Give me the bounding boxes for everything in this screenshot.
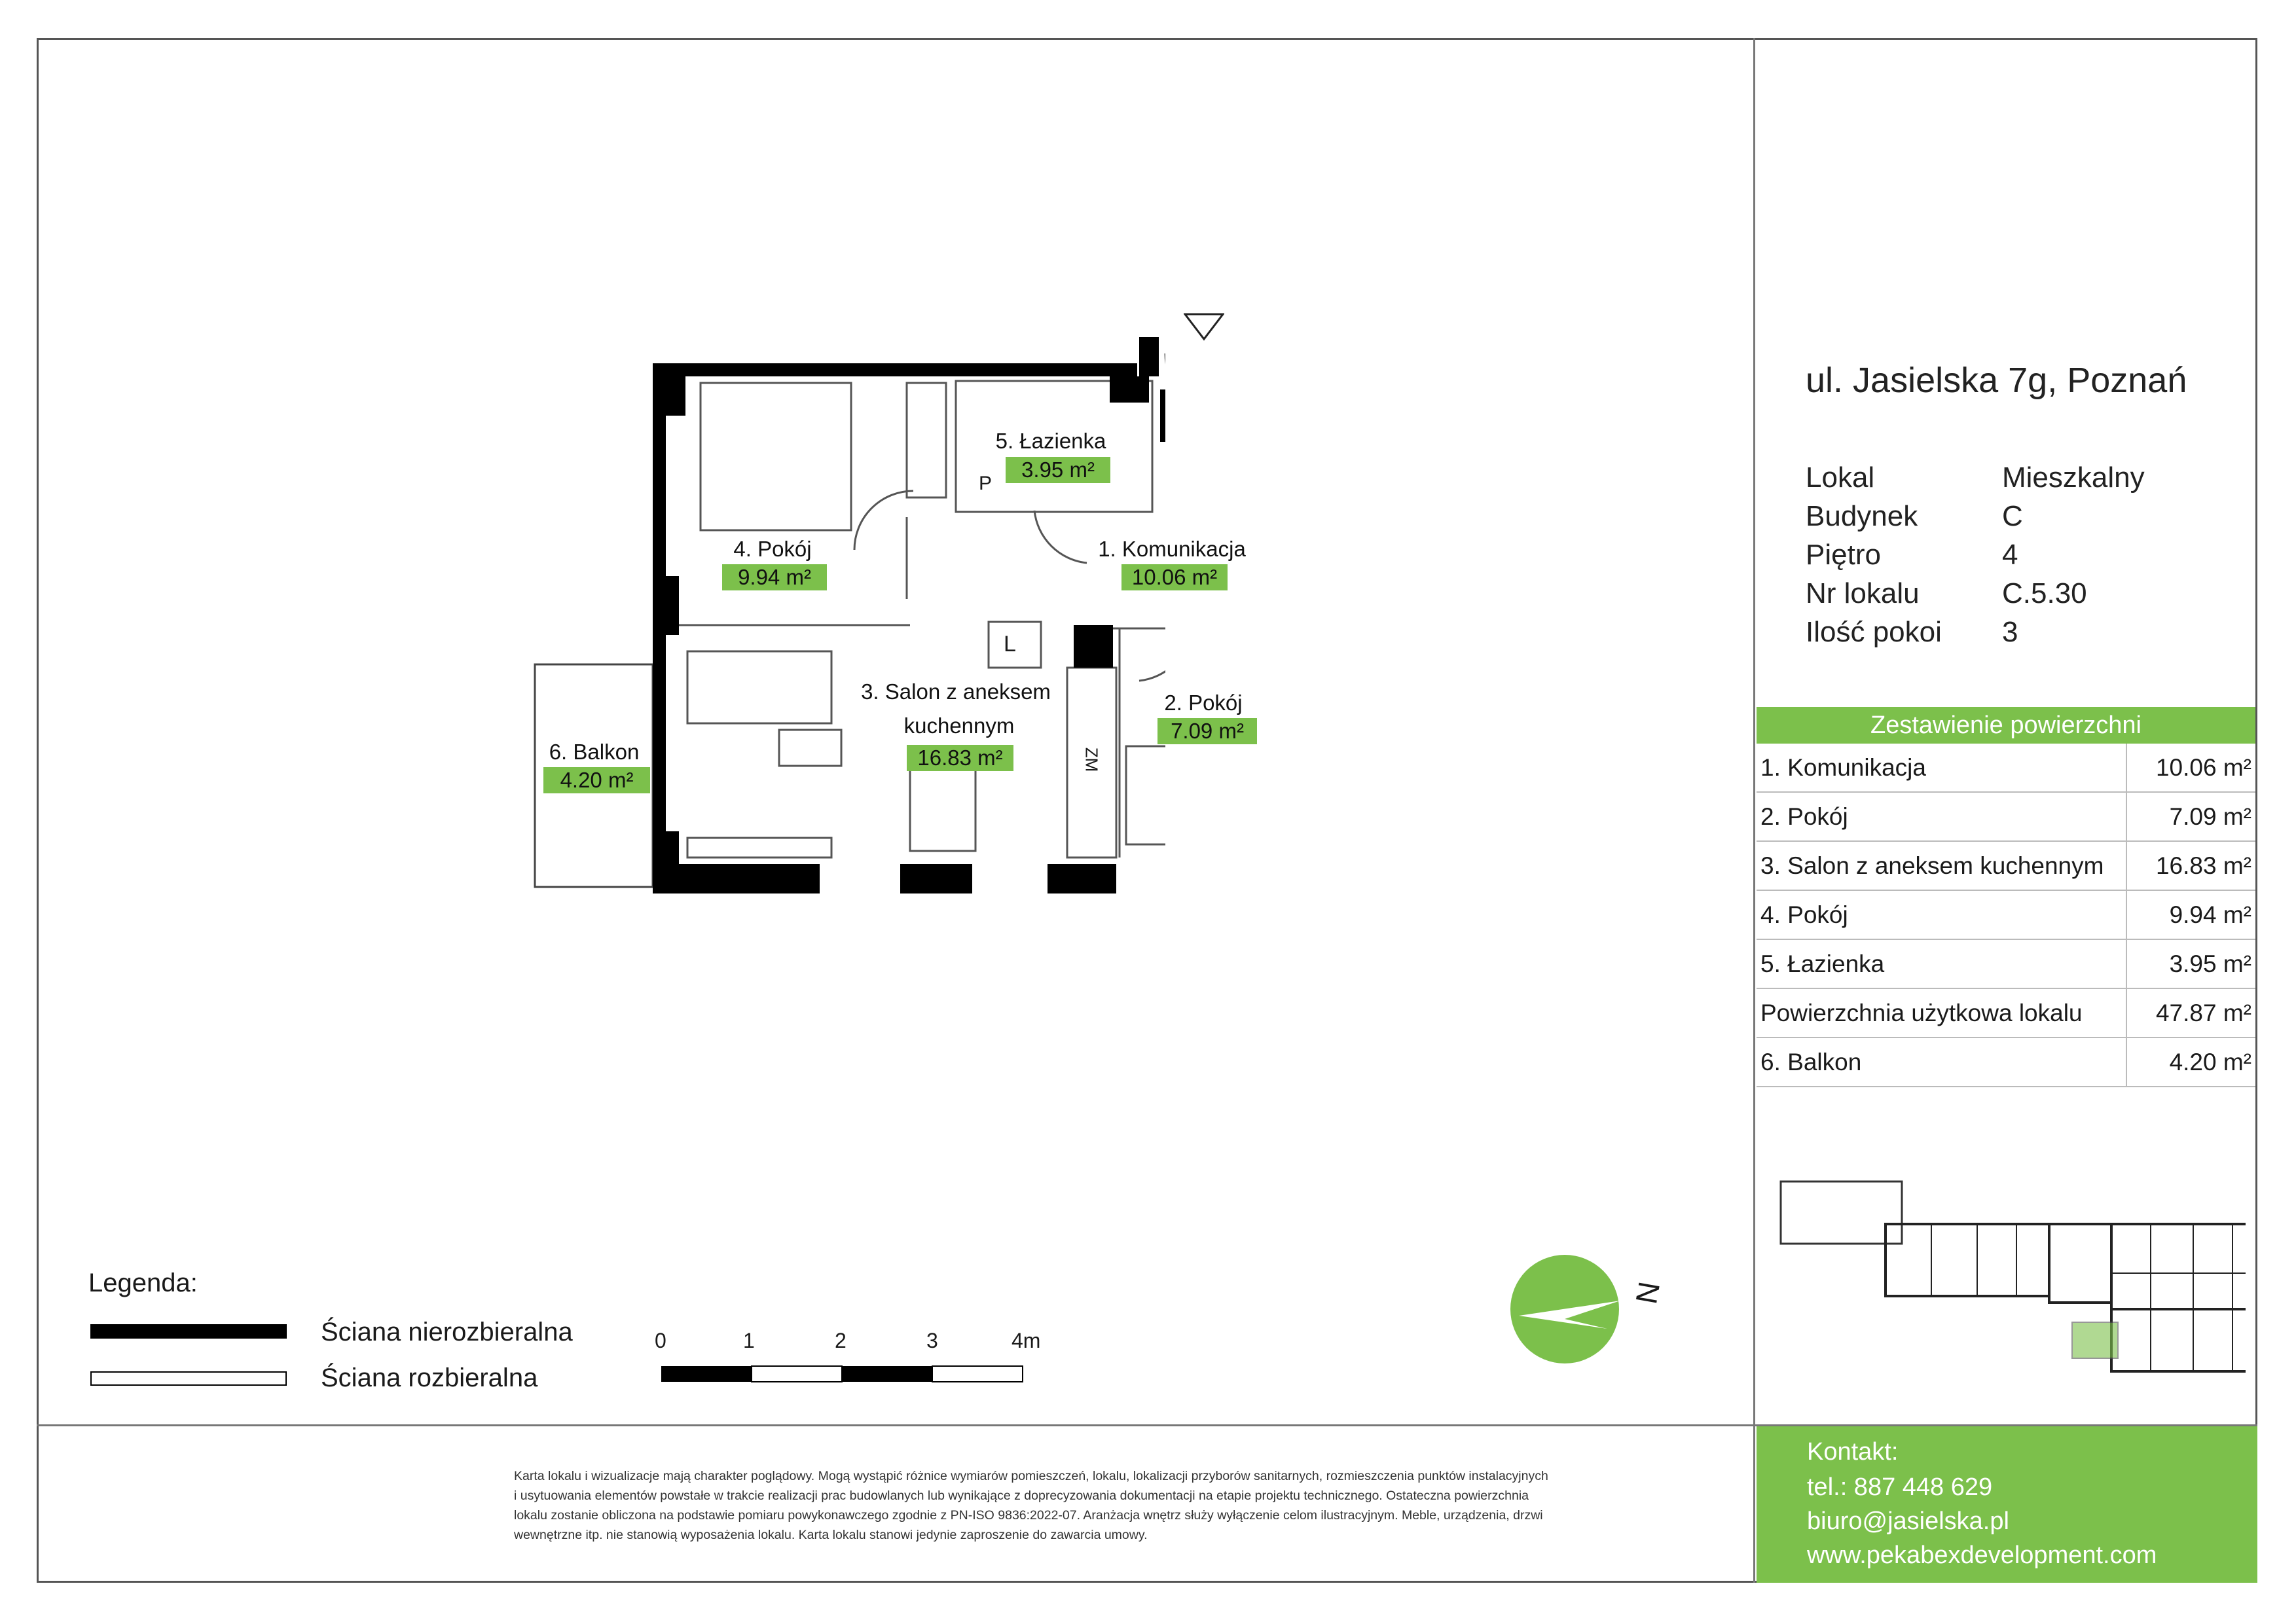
summary-room-name: 6. Balkon — [1757, 1038, 2127, 1086]
info-label: Ilość pokoi — [1806, 616, 1942, 648]
info-value: C — [2002, 500, 2023, 532]
info-row — [1806, 574, 2145, 613]
info-value: C.5.30 — [2002, 577, 2087, 609]
sofa — [687, 651, 831, 723]
area-badge-salon: 16.83 m² — [907, 745, 1013, 771]
legend-removable-swatch — [90, 1371, 287, 1386]
disclaimer-line: Karta lokalu i wizualizacje mają charakter poglądowy. Mogą wystąpić różnice wymiarów pomieszczeń, lokalu, lokalizacji przyborów sanitarnych, rozmieszczenia punktów instalacyjnych — [514, 1469, 1548, 1483]
contact-website[interactable]: www.pekabexdevelopment.com — [1807, 1542, 2157, 1569]
info-row — [1806, 613, 2145, 651]
info-value: Mieszkalny — [2002, 461, 2145, 494]
room-label-komunikacja: 1. Komunikacja — [1098, 537, 1246, 561]
legend-title: Legenda: — [88, 1269, 198, 1297]
table-row — [1757, 940, 2255, 989]
summary-total-area: 47.87 m² — [2155, 1000, 2251, 1026]
unit-info — [1806, 458, 2145, 651]
summary-room-area: 9.94 m² — [2169, 901, 2251, 928]
summary-room-area: 3.95 m² — [2169, 950, 2251, 977]
scale-label: 0 — [655, 1329, 666, 1352]
compass-label: N — [1629, 1279, 1667, 1307]
area-badge-komunikacja: 10.06 m² — [1121, 564, 1228, 590]
unit-highlight — [2072, 1322, 2118, 1358]
room-label-salon-2: kuchennym — [903, 713, 1015, 738]
info-row — [1806, 497, 2145, 535]
building-key-plan — [1774, 1175, 2246, 1378]
scale-label: 4m — [1011, 1329, 1041, 1352]
address-title: ul. Jasielska 7g, Poznań — [1806, 361, 2187, 400]
meter-mark: ZM — [1082, 747, 1102, 772]
compass-icon — [1509, 1254, 1620, 1365]
area-badge-lazienka: 3.95 m² — [1006, 457, 1110, 483]
wardrobe-1 — [907, 383, 946, 497]
summary-room-area: 7.09 m² — [2169, 803, 2251, 830]
info-row — [1806, 458, 2145, 497]
contact-title: Kontakt: — [1807, 1438, 1899, 1466]
summary-header: Zestawienie powierzchni — [1757, 707, 2255, 744]
table-row — [1757, 842, 2255, 891]
room-label-salon-1: 3. Salon z aneksem — [861, 679, 1051, 704]
floor-plan — [511, 308, 1165, 910]
room-label-pokoj-2: 2. Pokój — [1164, 691, 1243, 715]
shower-mark: P — [979, 473, 993, 494]
info-label: Lokal — [1806, 461, 1875, 494]
legend-load-bearing-label: Ściana nierozbieralna — [321, 1318, 573, 1346]
scale-label: 1 — [743, 1329, 755, 1352]
area-badge-pokoj-2: 7.09 m² — [1157, 718, 1257, 744]
legend-load-bearing-swatch — [90, 1324, 287, 1339]
scale-bar — [660, 1365, 1027, 1384]
area-summary-table — [1757, 707, 2255, 1087]
contact-email[interactable]: biuro@jasielska.pl — [1807, 1507, 2009, 1535]
disclaimer — [514, 1466, 1699, 1545]
area-badge-pokoj-4: 9.94 m² — [722, 564, 827, 590]
contact-phone[interactable]: tel.: 887 448 629 — [1807, 1473, 1993, 1501]
summary-room-name: 1. Komunikacja — [1757, 744, 2127, 791]
tv-stand — [687, 838, 831, 857]
room-label-lazienka: 5. Łazienka — [995, 429, 1106, 453]
info-label: Budynek — [1806, 500, 1918, 532]
info-label: Piętro — [1806, 539, 1881, 571]
room-label-pokoj-4: 4. Pokój — [733, 537, 812, 561]
table-row — [1757, 744, 2255, 793]
summary-room-name: 2. Pokój — [1757, 793, 2127, 840]
summary-room-name: 5. Łazienka — [1757, 940, 2127, 988]
coffee-table — [779, 730, 841, 766]
scale-label: 3 — [926, 1329, 938, 1352]
summary-room-area: 4.20 m² — [2169, 1049, 2251, 1075]
table-row — [1757, 891, 2255, 940]
table-row — [1757, 793, 2255, 842]
entrance-marker — [1184, 313, 1224, 342]
summary-room-name: 4. Pokój — [1757, 891, 2127, 939]
laundry-mark: L — [1004, 632, 1016, 657]
summary-total-name: Powierzchnia użytkowa lokalu — [1757, 989, 2127, 1037]
dining-table — [910, 766, 975, 851]
info-row — [1806, 535, 2145, 574]
info-value: 4 — [2002, 539, 2018, 571]
scale-label: 2 — [835, 1329, 847, 1352]
info-value: 3 — [2002, 616, 2018, 648]
summary-room-area: 10.06 m² — [2155, 754, 2251, 781]
room-label-balkon: 6. Balkon — [549, 740, 640, 764]
info-label: Nr lokalu — [1806, 577, 1920, 609]
desk — [1126, 746, 1165, 844]
bed — [701, 383, 851, 530]
sidebar-divider — [1753, 38, 1755, 1583]
disclaimer-line: lokalu zostanie obliczona na podstawie pomiaru powykonawczego zgodnie z PN-ISO 9836:2022-07. Aranżacja wnętrz służy wyłączenie celom ilustracyjnym. Meble, urządzenia, drzwi — [514, 1508, 1543, 1523]
disclaimer-line: i usytuowania elementów powstałe w trakcie realizacji prac budowlanych lub wynikające z doprecyzowania dokumentacji na etapie projektu technicznego. Ostateczna powierzchnia — [514, 1489, 1529, 1503]
summary-room-area: 16.83 m² — [2155, 852, 2251, 879]
legend-removable-label: Ściana rozbieralna — [321, 1363, 538, 1392]
contact-panel — [1757, 1426, 2257, 1583]
area-badge-balkon: 4.20 m² — [543, 767, 650, 793]
disclaimer-line: wewnętrzne itp. nie stanowią wyposażenia lokalu. Karta lokalu stanowi jedynie zaproszenie do zawarcia umowy. — [514, 1528, 1148, 1542]
table-row — [1757, 989, 2255, 1038]
table-row — [1757, 1038, 2255, 1087]
summary-room-name: 3. Salon z aneksem kuchennym — [1757, 842, 2127, 890]
